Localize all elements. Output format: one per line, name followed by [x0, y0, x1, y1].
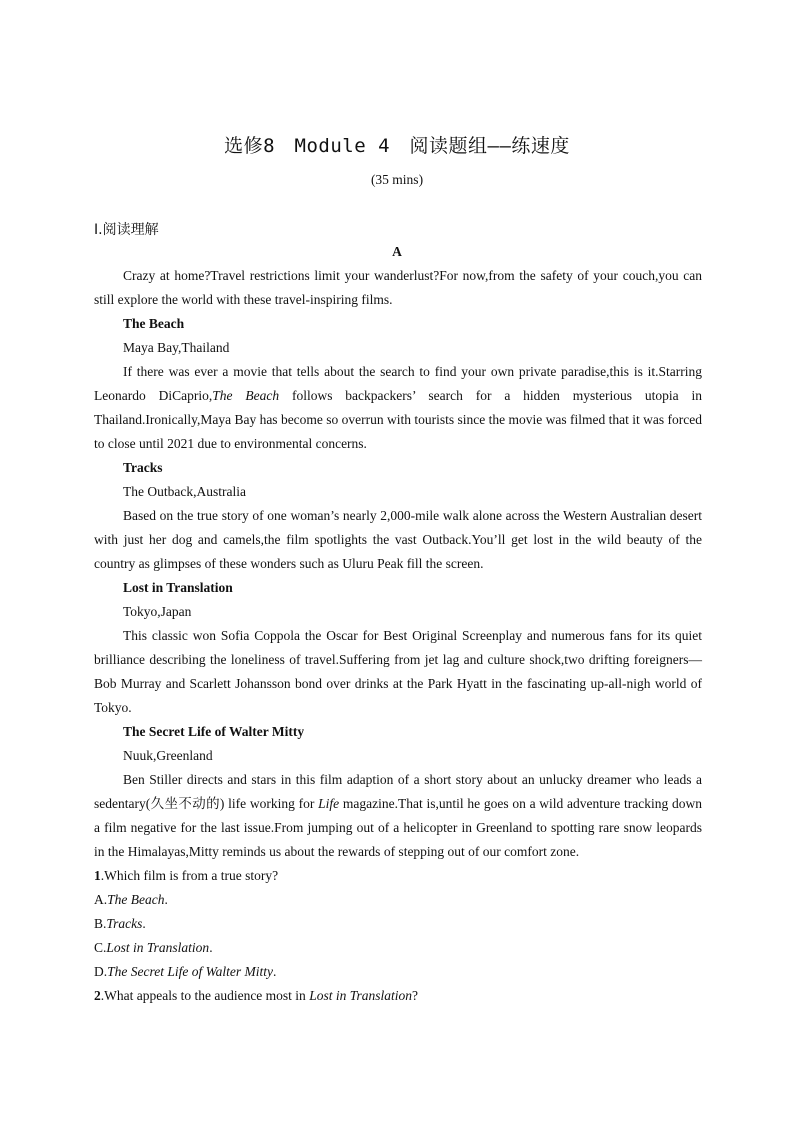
answer-option: [94, 912, 702, 936]
film-description: This classic won Sofia Coppola the Oscar for Best Original Screenplay and numerous fans for its quiet brilliance describing the loneliness of travel.Suffering from jet lag and culture shock,two drifting foreigners—Bob Murray and Scarlett Johansson bond over drinks at the Park Hyatt in the fascinating up-all-nigh world of Tokyo.: [94, 628, 702, 715]
desc-text: Ben Stiller directs and stars in this film adaption of a short story about an unlucky dreamer who leads a sedentary(久坐不动的) life working for: [94, 772, 702, 811]
answer-option: [94, 960, 702, 984]
option-letter: C.: [94, 940, 107, 955]
passage-body: [94, 264, 702, 1008]
question-stem: [94, 984, 702, 1008]
film-location: Tokyo,Japan: [123, 604, 192, 619]
option-letter: B.: [94, 916, 107, 931]
desc-italic: Life: [318, 796, 340, 811]
question-stem: [94, 864, 702, 888]
question-punct: ?: [411, 988, 418, 1003]
film-title: The Beach: [123, 316, 185, 331]
option-punct: .: [209, 940, 213, 955]
film-location: Nuuk,Greenland: [123, 748, 213, 763]
desc-text: follows backpackers’ search for a hidden mysterious utopia in Thailand.Ironically,Maya Bay has become so overrun with tourists since the movie was filmed that it was forced to close until 2021 due to environmental concerns.: [94, 388, 703, 451]
option-letter: A.: [94, 892, 108, 907]
film-description: [94, 360, 702, 456]
option-punct: .: [164, 892, 168, 907]
intro-paragraph: Crazy at home?Travel restrictions limit your wanderlust?For now,from the safety of your couch,you can still explore the world with these travel-inspiring films.: [94, 268, 702, 307]
option-text: The Beach: [107, 892, 165, 907]
desc-text: magazine.That is,until he goes on a wild adventure tracking down a film negative for the last issue.From jumping out of a helicopter in Greenland to spotting rare snow leopards in the Himalayas,Mitty reminds us about the rewards of stepping out of our comfort zone.: [94, 796, 702, 859]
answer-option: [94, 936, 702, 960]
option-text: Lost in Translation: [106, 940, 210, 955]
option-letter: D.: [94, 964, 108, 979]
film-title: Tracks: [123, 460, 163, 475]
question-number: 1: [94, 868, 101, 883]
option-text: Tracks: [106, 916, 143, 931]
film-title: Lost in Translation: [123, 580, 233, 595]
page-title: 选修8 Module 4 阅读题组——练速度: [224, 135, 570, 157]
option-punct: .: [272, 964, 277, 979]
option-punct: .: [142, 916, 146, 931]
question-italic: Lost in Translation: [309, 988, 412, 1003]
time-limit: (35 mins): [370, 172, 424, 187]
passage-letter: A: [392, 244, 402, 259]
option-text: The Secret Life of Walter Mitty: [107, 964, 273, 979]
section-heading: Ⅰ.阅读理解: [94, 222, 159, 238]
desc-text: If there was ever a movie that tells about the search to find your own private paradise,this is it.Starring Leonardo DiCaprio,: [94, 364, 702, 403]
desc-italic: The Beach: [212, 388, 280, 403]
answer-option: [94, 888, 702, 912]
film-description: [94, 768, 702, 864]
film-location: The Outback,Australia: [123, 484, 246, 499]
film-title: The Secret Life of Walter Mitty: [123, 724, 305, 739]
question-number: 2: [94, 988, 101, 1003]
film-description: Based on the true story of one woman’s nearly 2,000-mile walk alone across the Western Australian desert with just her dog and camels,the film spotlights the vast Outback.You’ll get lost in the wild beauty of the country as glimpses of these wonders such as Uluru Peak fill the screen.: [94, 508, 702, 571]
question-text: .What appeals to the audience most in: [100, 988, 310, 1003]
question-text: .Which film is from a true story?: [100, 868, 279, 883]
film-location: Maya Bay,Thailand: [123, 340, 230, 355]
